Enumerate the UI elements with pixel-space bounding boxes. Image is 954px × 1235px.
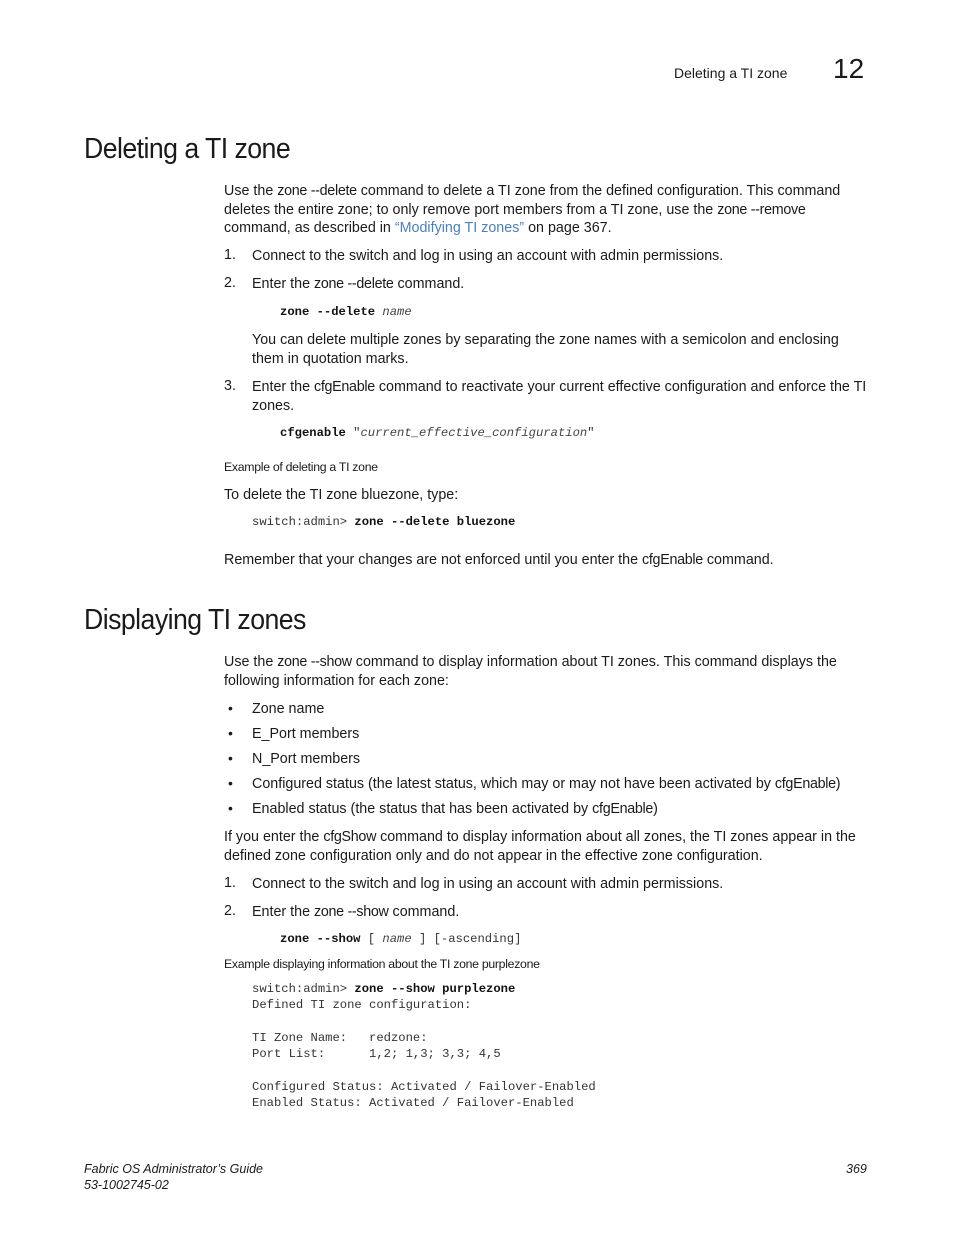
step-number: 1. bbox=[224, 875, 236, 891]
show-step-1: Connect to the switch and log in using an account with admin permissions. bbox=[252, 876, 724, 892]
command-zone-delete: zone --delete bbox=[314, 276, 394, 292]
step-number: 2. bbox=[224, 275, 236, 291]
example-heading-delete: Example of deleting a TI zone bbox=[224, 460, 378, 474]
delete-step-1: Connect to the switch and log in using an account with admin permissions. bbox=[252, 248, 724, 264]
list-item: Configured status (the latest status, which may or may not have been activated by cfgEnable) bbox=[252, 776, 841, 792]
bullet-icon: • bbox=[228, 700, 233, 716]
step-number: 2. bbox=[224, 903, 236, 919]
code-example-delete: switch:admin> zone --delete bluezone bbox=[252, 515, 516, 529]
code-zone-delete-syntax: zone --delete name bbox=[280, 305, 412, 319]
footer-guide-title: Fabric OS Administrator’s Guide bbox=[84, 1162, 263, 1176]
step-number: 1. bbox=[224, 247, 236, 263]
code-example-show: switch:admin> zone --show purplezone Defined TI zone configuration: TI Zone Name: redzone: Port List: 1,2; 1,3; 3,3; 4,5 Configured Status: Activated / Failover-Enabled Enabled Status: Activated / Failover-Enabled bbox=[252, 982, 596, 1111]
command-cfgenable: cfgEnable bbox=[314, 379, 375, 395]
list-item: E_Port members bbox=[252, 726, 360, 742]
code-output-line: Configured Status: Activated / Failover-Enabled bbox=[252, 1079, 596, 1094]
section-heading-deleting: Deleting a TI zone bbox=[84, 133, 291, 165]
show-intro-paragraph: Use the zone --show command to display information about TI zones. This command displays the following information for each zone: bbox=[224, 654, 837, 689]
section-heading-displaying: Displaying TI zones bbox=[84, 604, 306, 636]
command-zone-show: zone --show bbox=[314, 904, 389, 920]
delete-step-3: Enter the cfgEnable command to reactivate your current effective configuration and enforce the TI zones. bbox=[252, 379, 867, 414]
page-number: 369 bbox=[846, 1162, 867, 1176]
command-cfgenable: cfgEnable bbox=[642, 552, 703, 568]
remember-paragraph: Remember that your changes are not enforced until you enter the cfgEnable command. bbox=[224, 552, 774, 568]
step-number: 3. bbox=[224, 378, 236, 394]
footer-doc-number: 53-1002745-02 bbox=[84, 1178, 169, 1192]
delete-step-2: Enter the zone --delete command. bbox=[252, 276, 465, 292]
code-output-line: Port List: 1,2; 1,3; 3,3; 4,5 bbox=[252, 1047, 501, 1062]
list-item: N_Port members bbox=[252, 751, 361, 767]
bullet-icon: • bbox=[228, 800, 233, 816]
bullet-icon: • bbox=[228, 775, 233, 791]
example-heading-show: Example displaying information about the TI zone purplezone bbox=[224, 957, 540, 971]
command-cfgenable: cfgEnable bbox=[774, 776, 836, 792]
code-cfgenable-syntax: cfgenable "current_effective_configuration" bbox=[280, 426, 595, 440]
code-output-line: Defined TI zone configuration: bbox=[252, 998, 472, 1013]
modifying-ti-zones-link[interactable]: “Modifying TI zones” bbox=[394, 220, 525, 236]
list-item: Zone name bbox=[252, 701, 325, 717]
bullet-icon: • bbox=[228, 725, 233, 741]
bullet-icon: • bbox=[228, 750, 233, 766]
command-cfgshow: cfgShow bbox=[323, 829, 377, 845]
list-item: Enabled status (the status that has been activated by cfgEnable) bbox=[252, 801, 658, 817]
cfgshow-paragraph: If you enter the cfgShow command to display information about all zones, the TI zones appear in the defined zone configuration only and do not appear in the effective zone configuration. bbox=[224, 829, 856, 864]
running-header-title: Deleting a TI zone bbox=[674, 65, 788, 81]
command-zone-remove: zone --remove bbox=[717, 201, 806, 218]
show-step-2: Enter the zone --show command. bbox=[252, 904, 460, 920]
delete-intro-paragraph: Use the zone --delete command to delete a TI zone from the defined configuration. This command deletes the entire zone; to only remove port members from a TI zone, use the zone --remove command, as described in “Modifying TI zones” on page 367. bbox=[224, 183, 841, 236]
code-output-line: TI Zone Name: redzone: bbox=[252, 1030, 428, 1045]
command-zone-delete: zone --delete bbox=[277, 183, 357, 199]
chapter-number: 12 bbox=[833, 53, 865, 84]
example-intro-delete: To delete the TI zone bluezone, type: bbox=[224, 487, 459, 503]
delete-multiple-note: You can delete multiple zones by separating the zone names with a semicolon and enclosing them in quotation marks. bbox=[252, 332, 839, 367]
code-output-line: Enabled Status: Activated / Failover-Enabled bbox=[252, 1096, 574, 1111]
command-zone-show: zone --show bbox=[277, 654, 352, 670]
code-zone-show-syntax: zone --show [ name ] [-ascending] bbox=[280, 932, 522, 946]
command-cfgenable: cfgEnable bbox=[592, 801, 654, 817]
